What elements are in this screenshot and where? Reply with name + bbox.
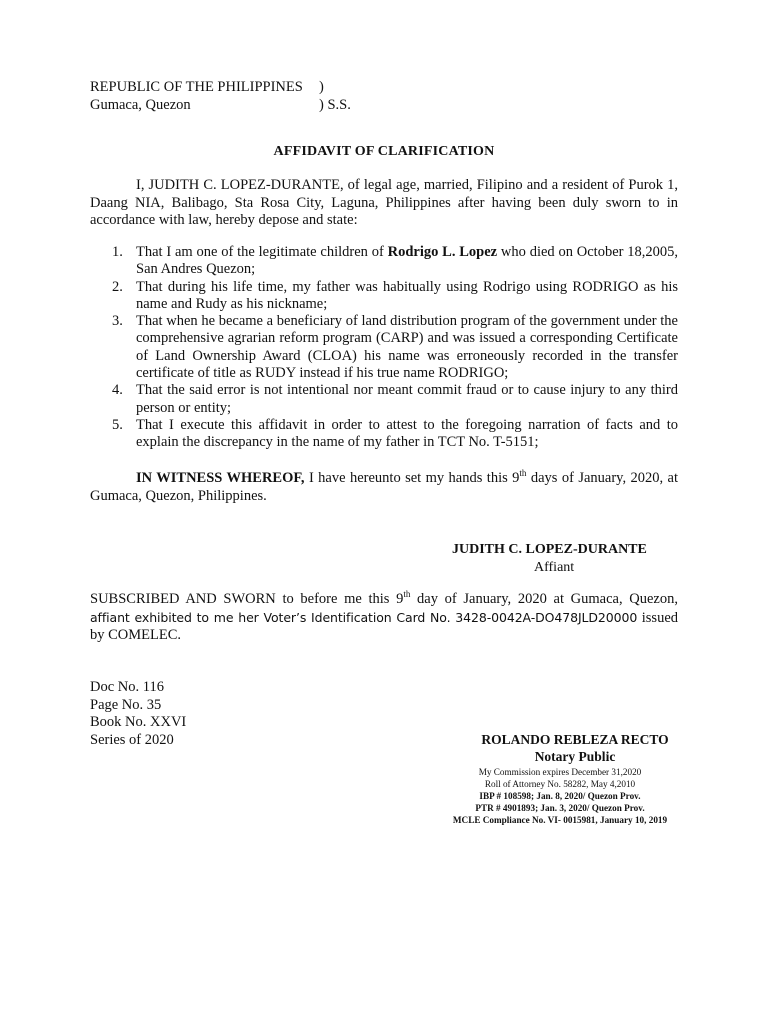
intro-paragraph: I, JUDITH C. LOPEZ-DURANTE, of legal age, married, Filipino and a resident of Purok 1, Daang NIA, Balibago, Sta Rosa City, Laguna, Philippines after having been duly sworn to in accordance with law, hereby depose and state: bbox=[90, 177, 678, 228]
page-number: Page No. 35 bbox=[90, 696, 162, 713]
ptr-date: Jan. 3, 2020/ Quezon Prov. bbox=[540, 803, 645, 813]
notary-commission: My Commission expires December 31,2020 bbox=[478, 767, 642, 777]
jurat-text: day of January, 2020 at Gumaca, Quezon, bbox=[410, 591, 678, 607]
statement-text: who died on October 18,2005, San Andres Quezon; bbox=[136, 244, 679, 278]
statement-number: 3. bbox=[112, 313, 123, 330]
jurat-text: SUBSCRIBED AND SWORN to before me this 9 bbox=[90, 591, 404, 607]
statement-text: That during his life time, my father was habitually using Rodrigo using RODRIGO as his name and Rudy as his nickname; bbox=[136, 278, 678, 312]
venue-republic: REPUBLIC OF THE PHILIPPINES bbox=[90, 79, 303, 95]
statement-number: 5. bbox=[112, 416, 123, 433]
venue-municipality: Gumaca, Quezon bbox=[90, 97, 191, 113]
father-name: Rodrigo L. Lopez bbox=[387, 244, 498, 260]
series-year: Series of 2020 bbox=[90, 731, 174, 748]
ordinal-suffix: th bbox=[403, 589, 411, 600]
statement-item bbox=[112, 313, 678, 382]
notary-roll: Roll of Attorney No. 58282, May 4,2010 bbox=[484, 779, 636, 789]
venue-ss: ) S.S. bbox=[319, 97, 351, 113]
jurat-id-text: affiant exhibited to me her Voter’s Identification Card No. 3428-0042A-DO478JLD20000 bbox=[90, 609, 638, 625]
statement-text: That when he became a beneficiary of land distribution program of the government under the comprehensive agrarian reform program (CARP) and was issued a corresponding Certificate of Land Ownership Award (CLOA) his name was erroneously recorded in the transfer certificate of title as RUDY instead if his true name RODRIGO; bbox=[136, 313, 678, 382]
document-title: AFFIDAVIT OF CLARIFICATION bbox=[273, 144, 495, 159]
statement-item bbox=[112, 417, 678, 452]
affiant-name: JUDITH C. LOPEZ-DURANTE bbox=[452, 542, 647, 557]
jurat-text: issued by COMELEC. bbox=[90, 609, 679, 643]
notary-name: ROLANDO REBLEZA RECTO bbox=[481, 732, 669, 747]
mcle-text: MCLE Compliance No. VI- 0015981, January 10, 2019 bbox=[452, 815, 668, 825]
statement-number: 1. bbox=[112, 244, 123, 260]
witness-text: days of January, 2020, at Gumaca, Quezon, Philippines. bbox=[90, 470, 679, 504]
ibp-date: Jan. 8, 2020/ Quezon Prov. bbox=[536, 791, 641, 801]
jurat-paragraph bbox=[90, 591, 678, 645]
ptr-label: PTR # 4901893; bbox=[475, 803, 541, 813]
ordinal-suffix: th bbox=[519, 468, 527, 479]
notary-title: Notary Public bbox=[534, 749, 616, 764]
affiant-signature-block bbox=[452, 541, 672, 577]
ibp-label: IBP # 108598; bbox=[479, 791, 537, 801]
notary-ibp bbox=[410, 790, 710, 802]
notarial-register-info bbox=[90, 679, 186, 749]
witness-heading: IN WITNESS WHEREOF, bbox=[136, 470, 305, 486]
statement-text: That I am one of the legitimate children of bbox=[136, 244, 388, 260]
affiant-role: Affiant bbox=[534, 560, 575, 575]
notary-ptr bbox=[410, 802, 710, 814]
doc-number: Doc No. 116 bbox=[90, 679, 164, 695]
witness-paragraph bbox=[90, 470, 678, 505]
venue-block bbox=[90, 78, 351, 114]
statement-item bbox=[112, 244, 678, 279]
statement-number: 2. bbox=[112, 278, 123, 295]
statement-text: That the said error is not intentional nor meant commit fraud or to cause injury to any third person or entity; bbox=[136, 382, 678, 416]
venue-bracket: ) bbox=[319, 79, 324, 95]
statement-item bbox=[112, 279, 678, 314]
notary-block bbox=[410, 731, 710, 826]
statement-text: That I execute this affidavit in order to attest to the foregoing narration of facts and to explain the discrepancy in the name of my father in TCT No. T-5151; bbox=[136, 416, 678, 451]
book-number: Book No. XXVI bbox=[90, 714, 187, 730]
notary-mcle bbox=[410, 814, 710, 826]
statements-list bbox=[112, 244, 678, 452]
statement-item bbox=[112, 382, 678, 417]
witness-text: I have hereunto set my hands this 9 bbox=[304, 470, 520, 486]
statement-number: 4. bbox=[112, 382, 123, 399]
